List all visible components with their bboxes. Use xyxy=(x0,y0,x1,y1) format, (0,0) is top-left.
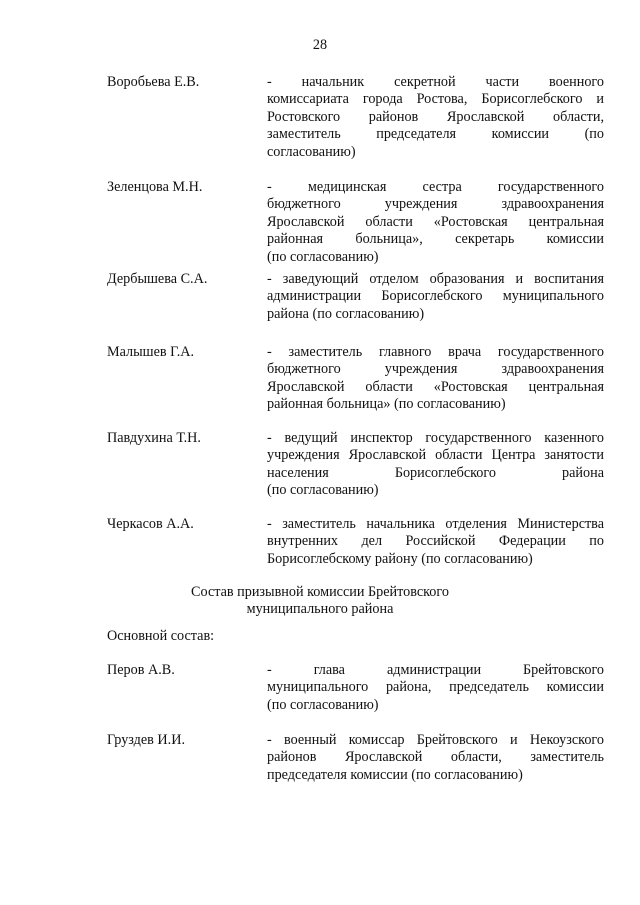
description-line: - глава администрации Брейтовского xyxy=(267,662,604,678)
description-line: бюджетного учреждения здравоохранения xyxy=(267,196,604,213)
member-name: Зеленцова М.Н. xyxy=(107,179,203,195)
description-line: бюджетного учреждения здравоохранения xyxy=(267,361,604,378)
description-line: (по согласованию) xyxy=(267,696,379,713)
subheading-main-composition: Основной состав: xyxy=(107,628,215,644)
description-line: председателя комиссии (по согласованию) xyxy=(267,766,523,783)
description-line: (по согласованию) xyxy=(267,482,379,499)
member-description xyxy=(267,430,604,500)
description-line: администрации Борисоглебского муниципального xyxy=(267,288,604,305)
member-description xyxy=(267,344,604,414)
description-line: (по согласованию) xyxy=(267,248,379,265)
description-line: - военный комиссар Брейтовского и Некоузского xyxy=(267,732,604,748)
description-line: - заместитель начальника отделения Министерства xyxy=(267,516,604,532)
member-description xyxy=(267,732,604,784)
description-line: муниципального района, председатель комиссии xyxy=(267,679,604,696)
description-line: - начальник секретной части военного xyxy=(267,74,604,90)
member-name: Груздев И.И. xyxy=(107,732,186,748)
description-line: - заведующий отделом образования и воспитания xyxy=(267,271,604,287)
page-number: 28 xyxy=(312,37,328,53)
description-line: - заместитель главного врача государственного xyxy=(267,344,604,360)
section-title-line-1: Состав призывной комиссии Брейтовского xyxy=(191,584,449,600)
member-name: Павдухина Т.Н. xyxy=(107,430,201,446)
description-line: районная больница», секретарь комиссии xyxy=(267,231,604,248)
description-line: согласованию) xyxy=(267,143,356,160)
member-description xyxy=(267,662,604,714)
member-description xyxy=(267,179,604,266)
description-line: населения Борисоглебского района xyxy=(267,464,604,481)
description-line: заместитель председателя комиссии (по xyxy=(267,126,604,143)
member-name: Дербышева С.А. xyxy=(107,271,208,287)
member-description xyxy=(267,516,604,568)
description-line: внутренних дел Российской Федерации по xyxy=(267,533,604,550)
description-line: Ростовского районов Ярославской области, xyxy=(267,108,604,125)
member-name: Малышев Г.А. xyxy=(107,344,195,360)
member-description xyxy=(267,74,604,161)
description-line: районов Ярославской области, заместитель xyxy=(267,749,604,766)
member-name: Черкасов А.А. xyxy=(107,516,194,532)
description-line: учреждения Ярославской области Центра занятости xyxy=(267,447,604,464)
description-line: - ведущий инспектор государственного казенного xyxy=(267,430,604,446)
member-name: Перов А.В. xyxy=(107,662,175,678)
member-name: Воробьева Е.В. xyxy=(107,74,200,90)
description-line: комиссариата города Ростова, Борисоглебского и xyxy=(267,91,604,108)
description-line: района (по согласованию) xyxy=(267,305,425,322)
description-line: Ярославской области «Ростовская центральная xyxy=(267,378,604,395)
section-title-line-2: муниципального района xyxy=(246,601,394,617)
description-line: Борисоглебскому району (по согласованию) xyxy=(267,550,533,567)
description-line: районная больница» (по согласованию) xyxy=(267,396,506,413)
description-line: Ярославской области «Ростовская центральная xyxy=(267,213,604,230)
description-line: - медицинская сестра государственного xyxy=(267,179,604,195)
member-description xyxy=(267,271,604,323)
